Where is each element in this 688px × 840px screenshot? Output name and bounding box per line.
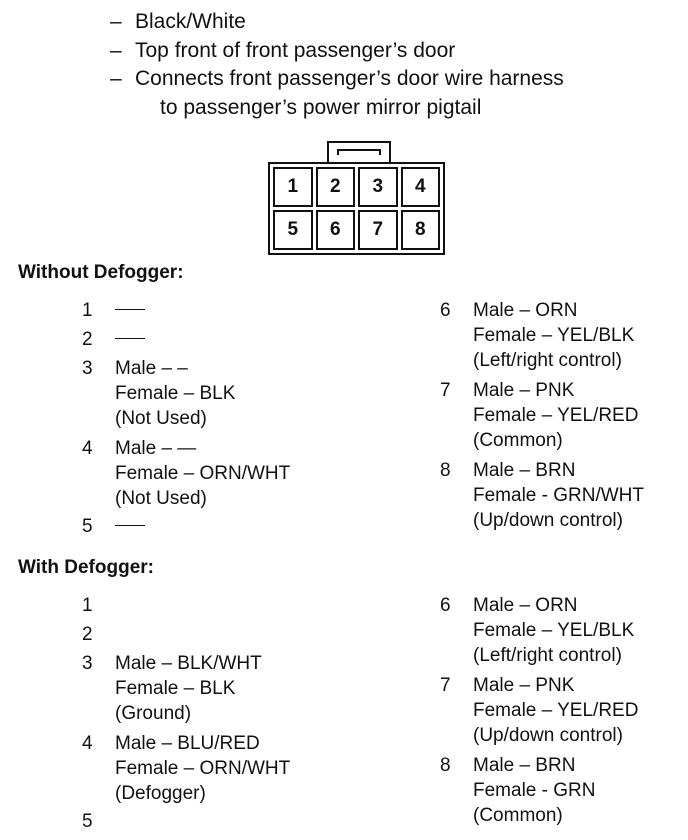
without-defogger-heading: Without Defogger: [18, 262, 184, 283]
pin-description-line: Female – YEL/RED [473, 700, 639, 721]
pin-description-line: (Up/down control) [473, 725, 623, 746]
pin-description-line: Male – BLK/WHT [115, 653, 262, 674]
pin-description-line: (Defogger) [115, 783, 206, 804]
connector-function: Connects front passenger’s door wire harness [135, 67, 564, 90]
pin-description-line: Female - GRN/WHT [473, 485, 644, 506]
pin-description-line: (Not Used) [115, 408, 207, 429]
pin-description-line: (Left/right control) [473, 350, 622, 371]
connector-pin-3: 3 [358, 167, 398, 207]
pin-description-line: Female – YEL/RED [473, 405, 639, 426]
wire-color-line: – Black/White [110, 8, 564, 37]
pin-number: 2 [82, 329, 93, 350]
pin-description-line: Female – YEL/BLK [473, 620, 635, 641]
pin-description-line: Male – ORN [473, 300, 578, 321]
function-line: – Connects front passenger’s door wire harness [110, 65, 564, 94]
pin-description-line: Male – ORN [473, 595, 578, 616]
pin-description-line: Female – BLK [115, 678, 236, 699]
connector-location: Top front of front passenger’s door [135, 38, 456, 62]
pin-description-line: Male – BRN [473, 755, 576, 776]
pin-description-line: Female - GRN [473, 780, 596, 801]
pin-description [473, 378, 638, 453]
pin-description-line: Male – – [115, 358, 188, 379]
pin-number: 1 [82, 300, 93, 321]
pin-description [115, 356, 235, 431]
pin-description [115, 327, 145, 352]
pin-description-line: (Up/down control) [473, 510, 623, 531]
pin-number: 3 [82, 653, 93, 674]
pin-number: 1 [82, 595, 93, 616]
pin-number: 8 [440, 755, 451, 776]
pin-description [115, 436, 290, 511]
connector-pin-6: 6 [316, 210, 356, 250]
pin-description [473, 458, 644, 533]
pin-description-line: Male – BLU/RED [115, 733, 260, 754]
pin-description-line: (Common) [473, 805, 563, 826]
pin-description [473, 593, 634, 668]
pin-number: 4 [82, 733, 93, 754]
connector-description [110, 8, 564, 122]
pin-description-line: (Left/right control) [473, 645, 622, 666]
pin-description-line: Male – — [115, 438, 197, 459]
pin-description-line: Female – ORN/WHT [115, 463, 291, 484]
pin-number: 5 [82, 811, 93, 832]
pin-number: 8 [440, 460, 451, 481]
pin-description [115, 298, 145, 323]
with-defogger-heading: With Defogger: [18, 557, 154, 578]
unused-pin-rule [115, 525, 145, 526]
unused-pin-rule [115, 338, 145, 339]
pin-description [473, 298, 634, 373]
connector-pin-8: 8 [401, 210, 441, 250]
pin-description-line: (Common) [473, 430, 563, 451]
pin-number: 6 [440, 300, 451, 321]
pin-description-line: Female – ORN/WHT [115, 758, 291, 779]
pin-number: 7 [440, 380, 451, 401]
pin-description-line: Male – PNK [473, 675, 575, 696]
pin-number: 2 [82, 624, 93, 645]
connector-pin-2: 2 [316, 167, 356, 207]
connector-function-continued: to passenger’s power mirror pigtail [160, 95, 482, 119]
pin-description-line: Male – BRN [473, 460, 576, 481]
pin-description [115, 514, 145, 539]
pin-number: 4 [82, 438, 93, 459]
pin-description [473, 673, 638, 748]
unused-pin-rule [115, 309, 145, 310]
pin-number: 6 [440, 595, 451, 616]
pin-description-line: (Not Used) [115, 488, 207, 509]
pin-number: 5 [82, 516, 93, 537]
pin-description [115, 651, 262, 726]
connector-latch [327, 141, 391, 163]
pin-description-line: Female – YEL/BLK [473, 325, 635, 346]
wire-color: Black/White [135, 10, 246, 33]
pin-description-line: Male – PNK [473, 380, 575, 401]
pin-description-line: Female – BLK [115, 383, 236, 404]
pin-description [115, 731, 290, 806]
pin-number: 7 [440, 675, 451, 696]
connector-pin-4: 4 [401, 167, 441, 207]
pin-description-line: (Ground) [115, 703, 192, 724]
connector-pin-7: 7 [358, 210, 398, 250]
location-line: – Top front of front passenger’s door [110, 37, 564, 66]
connector-body [268, 162, 445, 255]
connector-face-diagram [268, 141, 445, 255]
pin-number: 3 [82, 358, 93, 379]
pin-description [473, 753, 595, 828]
connector-pin-5: 5 [273, 210, 313, 250]
connector-pin-1: 1 [273, 167, 313, 207]
